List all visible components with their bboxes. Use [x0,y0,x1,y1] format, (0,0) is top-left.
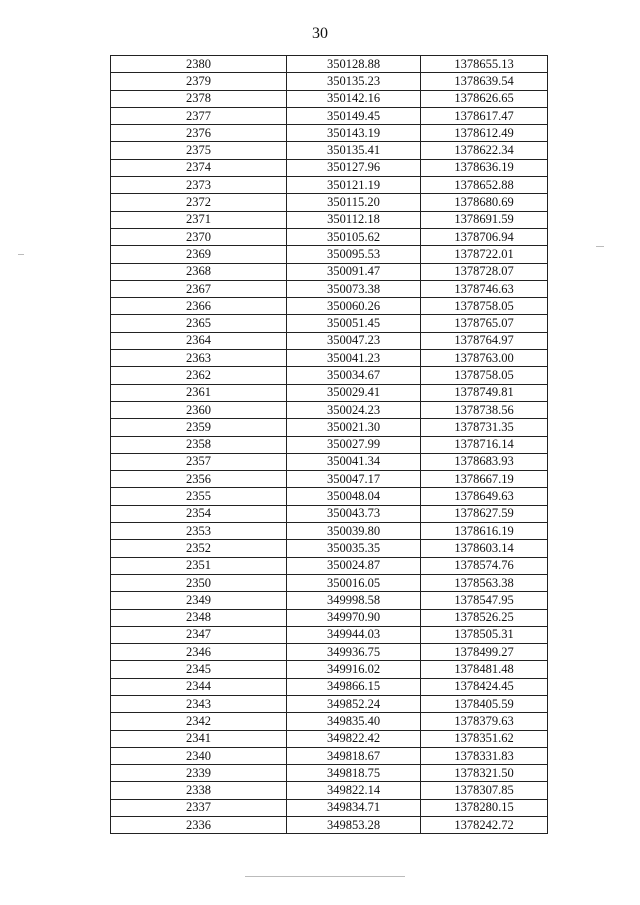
y-coordinate-cell: 1378574.76 [421,557,548,574]
point-number-cell: 2351 [111,557,287,574]
x-coordinate-cell: 350091.47 [287,263,421,280]
x-coordinate-cell: 350024.87 [287,557,421,574]
x-coordinate-cell: 350021.30 [287,419,421,436]
point-number-cell: 2352 [111,540,287,557]
coordinates-table [110,55,548,834]
point-number-cell: 2355 [111,488,287,505]
x-coordinate-cell: 350029.41 [287,384,421,401]
y-coordinate-cell: 1378763.00 [421,350,548,367]
x-coordinate-cell: 350135.41 [287,142,421,159]
x-coordinate-cell: 350121.19 [287,177,421,194]
table-row [111,799,548,816]
table-row [111,384,548,401]
y-coordinate-cell: 1378758.05 [421,298,548,315]
x-coordinate-cell: 349970.90 [287,609,421,626]
table-row [111,557,548,574]
y-coordinate-cell: 1378547.95 [421,592,548,609]
y-coordinate-cell: 1378758.05 [421,367,548,384]
x-coordinate-cell: 350115.20 [287,194,421,211]
table-row [111,228,548,245]
point-number-cell: 2349 [111,592,287,609]
x-coordinate-cell: 350041.23 [287,350,421,367]
table-row [111,471,548,488]
x-coordinate-cell: 350073.38 [287,280,421,297]
y-coordinate-cell: 1378603.14 [421,540,548,557]
point-number-cell: 2369 [111,246,287,263]
y-coordinate-cell: 1378280.15 [421,799,548,816]
x-coordinate-cell: 350112.18 [287,211,421,228]
table-row [111,419,548,436]
point-number-cell: 2347 [111,626,287,643]
x-coordinate-cell: 350047.23 [287,332,421,349]
y-coordinate-cell: 1378749.81 [421,384,548,401]
x-coordinate-cell: 350041.34 [287,453,421,470]
table-row [111,246,548,263]
point-number-cell: 2368 [111,263,287,280]
x-coordinate-cell: 349936.75 [287,644,421,661]
y-coordinate-cell: 1378499.27 [421,644,548,661]
table-row [111,695,548,712]
point-number-cell: 2362 [111,367,287,384]
y-coordinate-cell: 1378307.85 [421,782,548,799]
x-coordinate-cell: 350035.35 [287,540,421,557]
table-row [111,453,548,470]
point-number-cell: 2361 [111,384,287,401]
x-coordinate-cell: 349916.02 [287,661,421,678]
table-row [111,644,548,661]
table-row [111,367,548,384]
x-coordinate-cell: 349866.15 [287,678,421,695]
point-number-cell: 2365 [111,315,287,332]
table-row [111,765,548,782]
y-coordinate-cell: 1378617.47 [421,107,548,124]
y-coordinate-cell: 1378706.94 [421,228,548,245]
x-coordinate-cell: 350095.53 [287,246,421,263]
y-coordinate-cell: 1378746.63 [421,280,548,297]
table-row [111,73,548,90]
table-row [111,592,548,609]
y-coordinate-cell: 1378622.34 [421,142,548,159]
x-coordinate-cell: 349852.24 [287,695,421,712]
y-coordinate-cell: 1378731.35 [421,419,548,436]
point-number-cell: 2358 [111,436,287,453]
y-coordinate-cell: 1378639.54 [421,73,548,90]
point-number-cell: 2377 [111,107,287,124]
table-row [111,747,548,764]
table-row [111,298,548,315]
scan-artifact-right [596,246,604,247]
y-coordinate-cell: 1378667.19 [421,471,548,488]
table-row [111,540,548,557]
table-row [111,280,548,297]
y-coordinate-cell: 1378616.19 [421,523,548,540]
y-coordinate-cell: 1378680.69 [421,194,548,211]
y-coordinate-cell: 1378636.19 [421,159,548,176]
point-number-cell: 2344 [111,678,287,695]
table-row [111,523,548,540]
point-number-cell: 2350 [111,574,287,591]
x-coordinate-cell: 349834.71 [287,799,421,816]
y-coordinate-cell: 1378691.59 [421,211,548,228]
point-number-cell: 2353 [111,523,287,540]
y-coordinate-cell: 1378649.63 [421,488,548,505]
page-number: 30 [312,25,328,42]
y-coordinate-cell: 1378526.25 [421,609,548,626]
x-coordinate-cell: 350143.19 [287,125,421,142]
y-coordinate-cell: 1378331.83 [421,747,548,764]
point-number-cell: 2367 [111,280,287,297]
point-number-cell: 2374 [111,159,287,176]
x-coordinate-cell: 349822.42 [287,730,421,747]
y-coordinate-cell: 1378764.97 [421,332,548,349]
y-coordinate-cell: 1378379.63 [421,713,548,730]
y-coordinate-cell: 1378716.14 [421,436,548,453]
table-row [111,488,548,505]
y-coordinate-cell: 1378655.13 [421,56,548,73]
x-coordinate-cell: 350016.05 [287,574,421,591]
point-number-cell: 2343 [111,695,287,712]
table-row [111,125,548,142]
table-row [111,211,548,228]
point-number-cell: 2359 [111,419,287,436]
point-number-cell: 2354 [111,505,287,522]
point-number-cell: 2376 [111,125,287,142]
point-number-cell: 2356 [111,471,287,488]
x-coordinate-cell: 350060.26 [287,298,421,315]
point-number-cell: 2379 [111,73,287,90]
x-coordinate-cell: 349818.67 [287,747,421,764]
point-number-cell: 2372 [111,194,287,211]
table-row [111,332,548,349]
table-row [111,56,548,73]
coordinates-table-body [111,56,548,834]
table-row [111,713,548,730]
point-number-cell: 2339 [111,765,287,782]
x-coordinate-cell: 349818.75 [287,765,421,782]
table-row [111,177,548,194]
point-number-cell: 2366 [111,298,287,315]
point-number-cell: 2378 [111,90,287,107]
x-coordinate-cell: 350039.80 [287,523,421,540]
y-coordinate-cell: 1378242.72 [421,817,548,834]
table-row [111,817,548,834]
point-number-cell: 2348 [111,609,287,626]
y-coordinate-cell: 1378683.93 [421,453,548,470]
point-number-cell: 2345 [111,661,287,678]
x-coordinate-cell: 350105.62 [287,228,421,245]
table-row [111,90,548,107]
x-coordinate-cell: 349998.58 [287,592,421,609]
point-number-cell: 2337 [111,799,287,816]
y-coordinate-cell: 1378765.07 [421,315,548,332]
point-number-cell: 2340 [111,747,287,764]
table-row [111,159,548,176]
y-coordinate-cell: 1378424.45 [421,678,548,695]
scan-artifact-bottom [245,876,405,877]
x-coordinate-cell: 350027.99 [287,436,421,453]
point-number-cell: 2370 [111,228,287,245]
table-row [111,436,548,453]
table-row [111,107,548,124]
point-number-cell: 2363 [111,350,287,367]
y-coordinate-cell: 1378563.38 [421,574,548,591]
y-coordinate-cell: 1378612.49 [421,125,548,142]
table-row [111,678,548,695]
point-number-cell: 2336 [111,817,287,834]
point-number-cell: 2346 [111,644,287,661]
table-row [111,730,548,747]
x-coordinate-cell: 350034.67 [287,367,421,384]
y-coordinate-cell: 1378722.01 [421,246,548,263]
x-coordinate-cell: 349944.03 [287,626,421,643]
point-number-cell: 2357 [111,453,287,470]
table-row [111,574,548,591]
x-coordinate-cell: 350127.96 [287,159,421,176]
table-row [111,626,548,643]
point-number-cell: 2338 [111,782,287,799]
point-number-cell: 2371 [111,211,287,228]
x-coordinate-cell: 350142.16 [287,90,421,107]
y-coordinate-cell: 1378481.48 [421,661,548,678]
table-row [111,505,548,522]
x-coordinate-cell: 350128.88 [287,56,421,73]
x-coordinate-cell: 350047.17 [287,471,421,488]
y-coordinate-cell: 1378728.07 [421,263,548,280]
table-row [111,609,548,626]
x-coordinate-cell: 350149.45 [287,107,421,124]
table-row [111,194,548,211]
x-coordinate-cell: 350043.73 [287,505,421,522]
table-row [111,401,548,418]
y-coordinate-cell: 1378626.65 [421,90,548,107]
y-coordinate-cell: 1378627.59 [421,505,548,522]
point-number-cell: 2341 [111,730,287,747]
table-row [111,315,548,332]
y-coordinate-cell: 1378351.62 [421,730,548,747]
point-number-cell: 2373 [111,177,287,194]
x-coordinate-cell: 350135.23 [287,73,421,90]
point-number-cell: 2360 [111,401,287,418]
x-coordinate-cell: 350051.45 [287,315,421,332]
table-row [111,782,548,799]
point-number-cell: 2342 [111,713,287,730]
y-coordinate-cell: 1378321.50 [421,765,548,782]
y-coordinate-cell: 1378405.59 [421,695,548,712]
y-coordinate-cell: 1378505.31 [421,626,548,643]
x-coordinate-cell: 350048.04 [287,488,421,505]
y-coordinate-cell: 1378738.56 [421,401,548,418]
y-coordinate-cell: 1378652.88 [421,177,548,194]
table-row [111,142,548,159]
table-row [111,350,548,367]
x-coordinate-cell: 349822.14 [287,782,421,799]
point-number-cell: 2380 [111,56,287,73]
scan-artifact-left [18,254,24,255]
table-row [111,263,548,280]
x-coordinate-cell: 350024.23 [287,401,421,418]
point-number-cell: 2375 [111,142,287,159]
table-row [111,661,548,678]
point-number-cell: 2364 [111,332,287,349]
x-coordinate-cell: 349853.28 [287,817,421,834]
x-coordinate-cell: 349835.40 [287,713,421,730]
